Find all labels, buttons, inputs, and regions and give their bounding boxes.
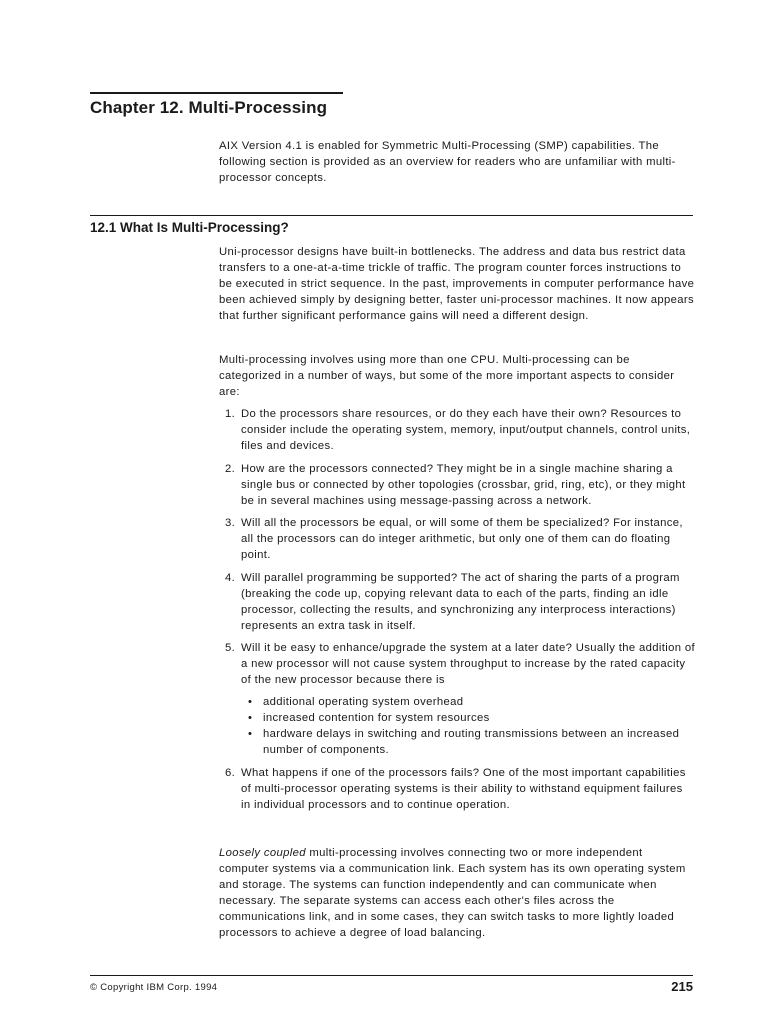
section-title: 12.1 What Is Multi-Processing? <box>90 220 289 235</box>
bullet-item <box>241 726 695 758</box>
list-item-number: 6. <box>225 766 236 779</box>
list-item <box>219 570 695 634</box>
bullet-text: hardware delays in switching and routing transmissions between an increased number of components. <box>263 728 680 756</box>
footer-rule <box>90 975 693 976</box>
bullet-icon: • <box>248 712 253 724</box>
list-item <box>219 515 695 563</box>
list-item-text: Do the processors share resources, or do they each have their own? Resources to consider include the operating system, memory, input/output channels, control units, files and devices. <box>241 408 691 452</box>
list-item <box>219 406 695 454</box>
paragraph-multiprocessing-aspects: Multi-processing involves using more than one CPU. Multi-processing can be categorized in a number of ways, but some of the more important aspects to consider are: <box>219 354 675 398</box>
list-item-text: What happens if one of the processors fails? One of the most important capabilities of multi-processor operating systems is their ability to withstand equipment failures in individual processors and to continue operation. <box>241 766 686 811</box>
list-item-number: 1. <box>225 408 236 420</box>
copyright-notice: © Copyright IBM Corp. 1994 <box>90 982 218 993</box>
bullet-item <box>241 710 695 726</box>
bullet-icon: • <box>248 696 253 708</box>
list-item-text: Will parallel programming be supported? The act of sharing the parts of a program (breaking the code up, copying relevant data to each of the parts, finding an idle processor, collecting the results, and synchronizing any interprocess interactions) represents an extra task in itself. <box>241 571 680 632</box>
section-rule <box>90 215 693 216</box>
paragraph-uniprocessor: Uni-processor designs have built-in bottlenecks. The address and data bus restrict data transfers to a one-at-a-time trickle of traffic. The program counter forces instructions to be executed in strict sequence. In the past, improvements in computer performance have been achieved simply by designing better, faster uni-processor machines. It now appears that further significant performance gains will need a different design. <box>219 246 695 322</box>
loosely-coupled-text: multi-processing involves connecting two or more independent computer systems via a communication link. Each system has its own operating system and storage. The systems can function independently and can communicate when necessary. The separate systems can access each other's files across the communications link, and in some cases, they can switch tasks to more lightly loaded processors to achieve a degree of load balancing. <box>219 847 686 939</box>
list-item-number: 5. <box>225 642 236 654</box>
list-item-text: How are the processors connected? They might be in a single machine sharing a single bus or connected by other topologies (crossbar, grid, ring, etc), or they might be in several machines using message-passing across a network. <box>241 462 686 507</box>
chapter-intro: AIX Version 4.1 is enabled for Symmetric Multi-Processing (SMP) capabilities. The following section is provided as an overview for readers who are unfamiliar with multi-processor concepts. <box>219 140 676 184</box>
overhead-bullet-list <box>241 694 695 758</box>
list-item-text: Will all the processors be equal, or will some of them be specialized? For instance, all the processors can do integer arithmetic, but only one of them can do floating point. <box>241 517 683 561</box>
paragraph-loosely-coupled <box>219 845 695 941</box>
list-item <box>219 765 695 813</box>
aspects-list <box>219 406 695 819</box>
bullet-text: increased contention for system resources <box>263 712 490 724</box>
list-item-number: 3. <box>225 517 236 529</box>
loosely-coupled-term: Loosely coupled <box>219 847 306 859</box>
bullet-text: additional operating system overhead <box>263 696 464 708</box>
list-item-text: Will it be easy to enhance/upgrade the system at a later date? Usually the addition of a new processor will not cause system throughput to increase by the rated capacity of the new processor because there is <box>241 642 695 686</box>
list-item <box>219 461 695 509</box>
chapter-title: Chapter 12. Multi-Processing <box>90 98 328 117</box>
list-item <box>219 640 695 758</box>
bullet-item <box>241 694 695 710</box>
chapter-rule <box>90 92 343 94</box>
list-item-number: 2. <box>225 462 236 475</box>
bullet-icon: • <box>248 728 253 740</box>
page-number: 215 <box>671 979 693 994</box>
list-item-number: 4. <box>225 571 236 584</box>
